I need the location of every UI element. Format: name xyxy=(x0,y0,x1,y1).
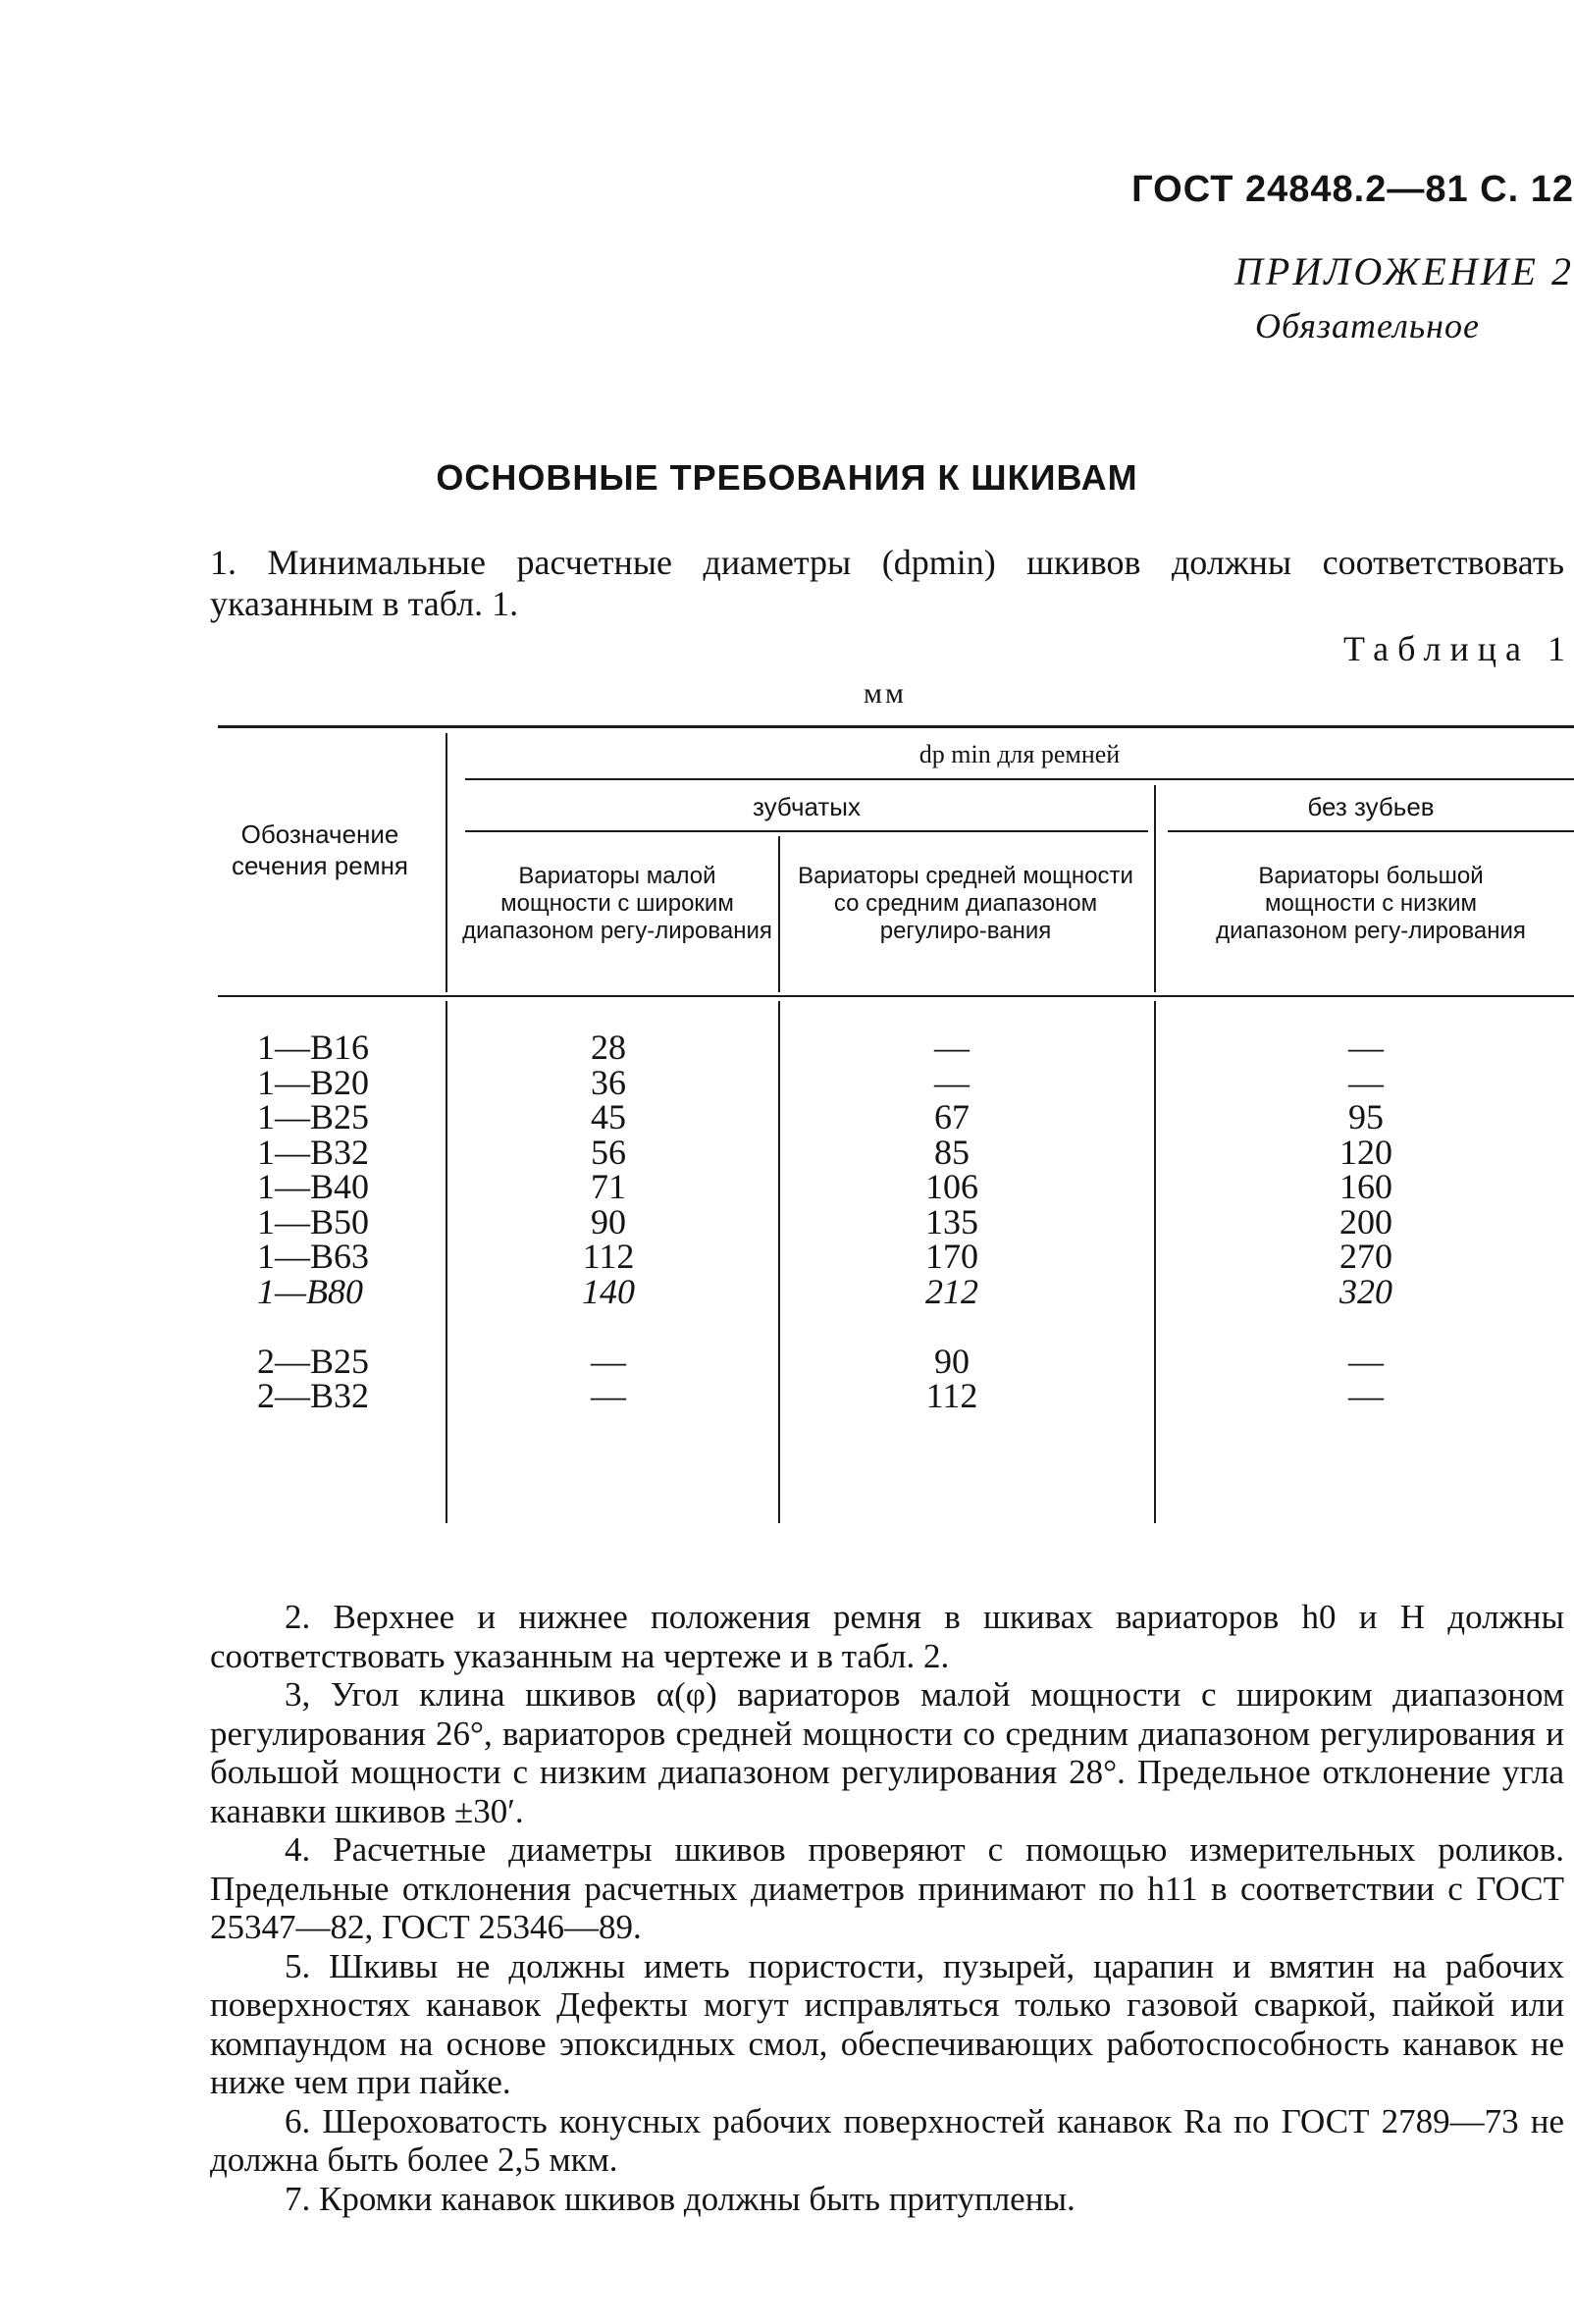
column-small-power xyxy=(461,1030,756,1414)
table-cell: 90 xyxy=(934,1341,970,1381)
requirements-list xyxy=(210,1598,1564,2218)
table-cell: 112 xyxy=(925,1376,978,1415)
table-cell: 28 xyxy=(591,1028,626,1067)
paragraph-1: 1. Минимальные расчетные диаметры (dpmin) шкивов должны соответствовать указанным в табл. 1. xyxy=(210,543,1564,623)
table-cell: 1—В63 xyxy=(257,1237,370,1276)
requirement-6: 6. Шероховатость конусных рабочих поверхностей канавок Ra по ГОСТ 2789—73 не должна быть более 2,5 мкм. xyxy=(210,2101,1564,2179)
table-cell: — xyxy=(591,1341,626,1381)
table-rule xyxy=(446,733,447,992)
table-rule xyxy=(446,1001,447,1523)
table-cell: 170 xyxy=(925,1237,978,1276)
table-cell: 112 xyxy=(582,1237,635,1276)
header-dp-min: dp min для ремней xyxy=(918,740,1121,768)
table-unit: мм xyxy=(864,677,907,710)
table-header-bottom-rule xyxy=(218,995,1574,997)
header-col-medium: Вариаторы средней мощности со средним диапазоном регулиро-вания xyxy=(798,863,1133,944)
table-cell: — xyxy=(934,1028,970,1067)
table-cell: 1—В25 xyxy=(257,1097,370,1136)
table-cell: 1—В20 xyxy=(257,1062,370,1102)
table-cell: — xyxy=(934,1062,970,1102)
table-cell: 1—В50 xyxy=(257,1201,370,1241)
requirement-4: 4. Расчетные диаметры шкивов проверяют с помощью измерительных роликов. Предельные отклонения расчетных диаметров принимают по h11 в соответствии с ГОСТ 25347—82, ГОСТ 25346—89. xyxy=(210,1830,1564,1946)
table-rule xyxy=(1168,830,1574,832)
table-rule xyxy=(1154,785,1156,992)
table-cell: 1—В16 xyxy=(257,1028,370,1067)
table-cell: 1—В32 xyxy=(257,1132,370,1172)
column-section xyxy=(257,1030,394,1414)
table-cell: 160 xyxy=(1339,1167,1392,1206)
header-col-small: Вариаторы малой мощности с широким диапазоном регу-лирования xyxy=(462,863,772,944)
header-col-large: Вариаторы большой мощности с низким диапазоном регу-лирования xyxy=(1216,863,1526,944)
table-cell: 212 xyxy=(925,1271,978,1311)
section-title: ОСНОВНЫЕ ТРЕБОВАНИЯ К ШКИВАМ xyxy=(436,457,1138,498)
page-header: ГОСТ 24848.2—81 С. 12 xyxy=(1131,169,1574,210)
table-rule xyxy=(778,1001,780,1523)
table-cell: 120 xyxy=(1339,1132,1392,1172)
table-cell: 1—В80 xyxy=(257,1271,363,1311)
table-cell: 135 xyxy=(925,1201,978,1241)
table-rule xyxy=(1154,1001,1156,1523)
requirement-5: 5. Шкивы не должны иметь пористости, пузырей, царапин и вмятин на рабочих поверхностях канавок Дефекты могут исправляться только газовой сваркой, пайкой или компаундом на основе эпоксидных смол, обеспечивающих работоспособность канавок не ниже чем при пайке. xyxy=(210,1946,1564,2101)
table-cell: 85 xyxy=(934,1132,970,1172)
requirement-3: 3, Угол клина шкивов α(φ) вариаторов малой мощности с широким диапазоном регулирования 26°, вариаторов средней мощности со средним диапазоном регулирования и большой мощности с низким диапазоном регулирования 28°. Предельное отклонение угла канавки шкивов ±30′. xyxy=(210,1675,1564,1830)
appendix-title: ПРИЛОЖЕНИЕ 2 xyxy=(1234,249,1574,293)
table-cell: 200 xyxy=(1339,1201,1392,1241)
table-cell: — xyxy=(1348,1376,1384,1415)
table-top-rule xyxy=(218,725,1574,728)
appendix-subtitle: Обязательное xyxy=(1255,306,1480,345)
table-cell: 36 xyxy=(591,1062,626,1102)
header-toothless: без зубьев xyxy=(1307,792,1435,821)
table-cell: 45 xyxy=(591,1097,626,1136)
table-rule xyxy=(465,830,1148,832)
column-large-power xyxy=(1168,1030,1564,1414)
table-cell: 67 xyxy=(934,1097,970,1136)
table-cell: 2—В32 xyxy=(257,1376,370,1415)
header-row-designation: Обозначение сечения ремня xyxy=(231,819,409,880)
table-title: Таблица 1 xyxy=(1343,629,1574,668)
table-rule xyxy=(778,836,780,992)
table-cell: — xyxy=(1348,1028,1384,1067)
table-cell: 270 xyxy=(1339,1237,1392,1276)
table-cell: 95 xyxy=(1348,1097,1384,1136)
table-cell: 1—В40 xyxy=(257,1167,370,1206)
table-cell: 56 xyxy=(591,1132,626,1172)
header-toothed: зубчатых xyxy=(753,792,861,821)
table-cell: — xyxy=(591,1376,626,1415)
column-medium-power xyxy=(785,1030,1119,1414)
table-cell: 71 xyxy=(591,1167,626,1206)
table-cell: — xyxy=(1348,1062,1384,1102)
table-rule xyxy=(465,778,1574,780)
table-cell: 106 xyxy=(925,1167,978,1206)
table-cell: 320 xyxy=(1339,1271,1392,1311)
requirement-2: 2. Верхнее и нижнее положения ремня в шкивах вариаторов h0 и H должны соответствовать указанным на чертеже и в табл. 2. xyxy=(210,1598,1564,1675)
table-cell: 140 xyxy=(582,1271,635,1311)
table-cell: — xyxy=(1348,1341,1384,1381)
table-cell: 90 xyxy=(591,1201,626,1241)
table-cell: 2—В25 xyxy=(257,1341,370,1381)
requirement-7: 7. Кромки канавок шкивов должны быть притуплены. xyxy=(285,2179,1076,2218)
